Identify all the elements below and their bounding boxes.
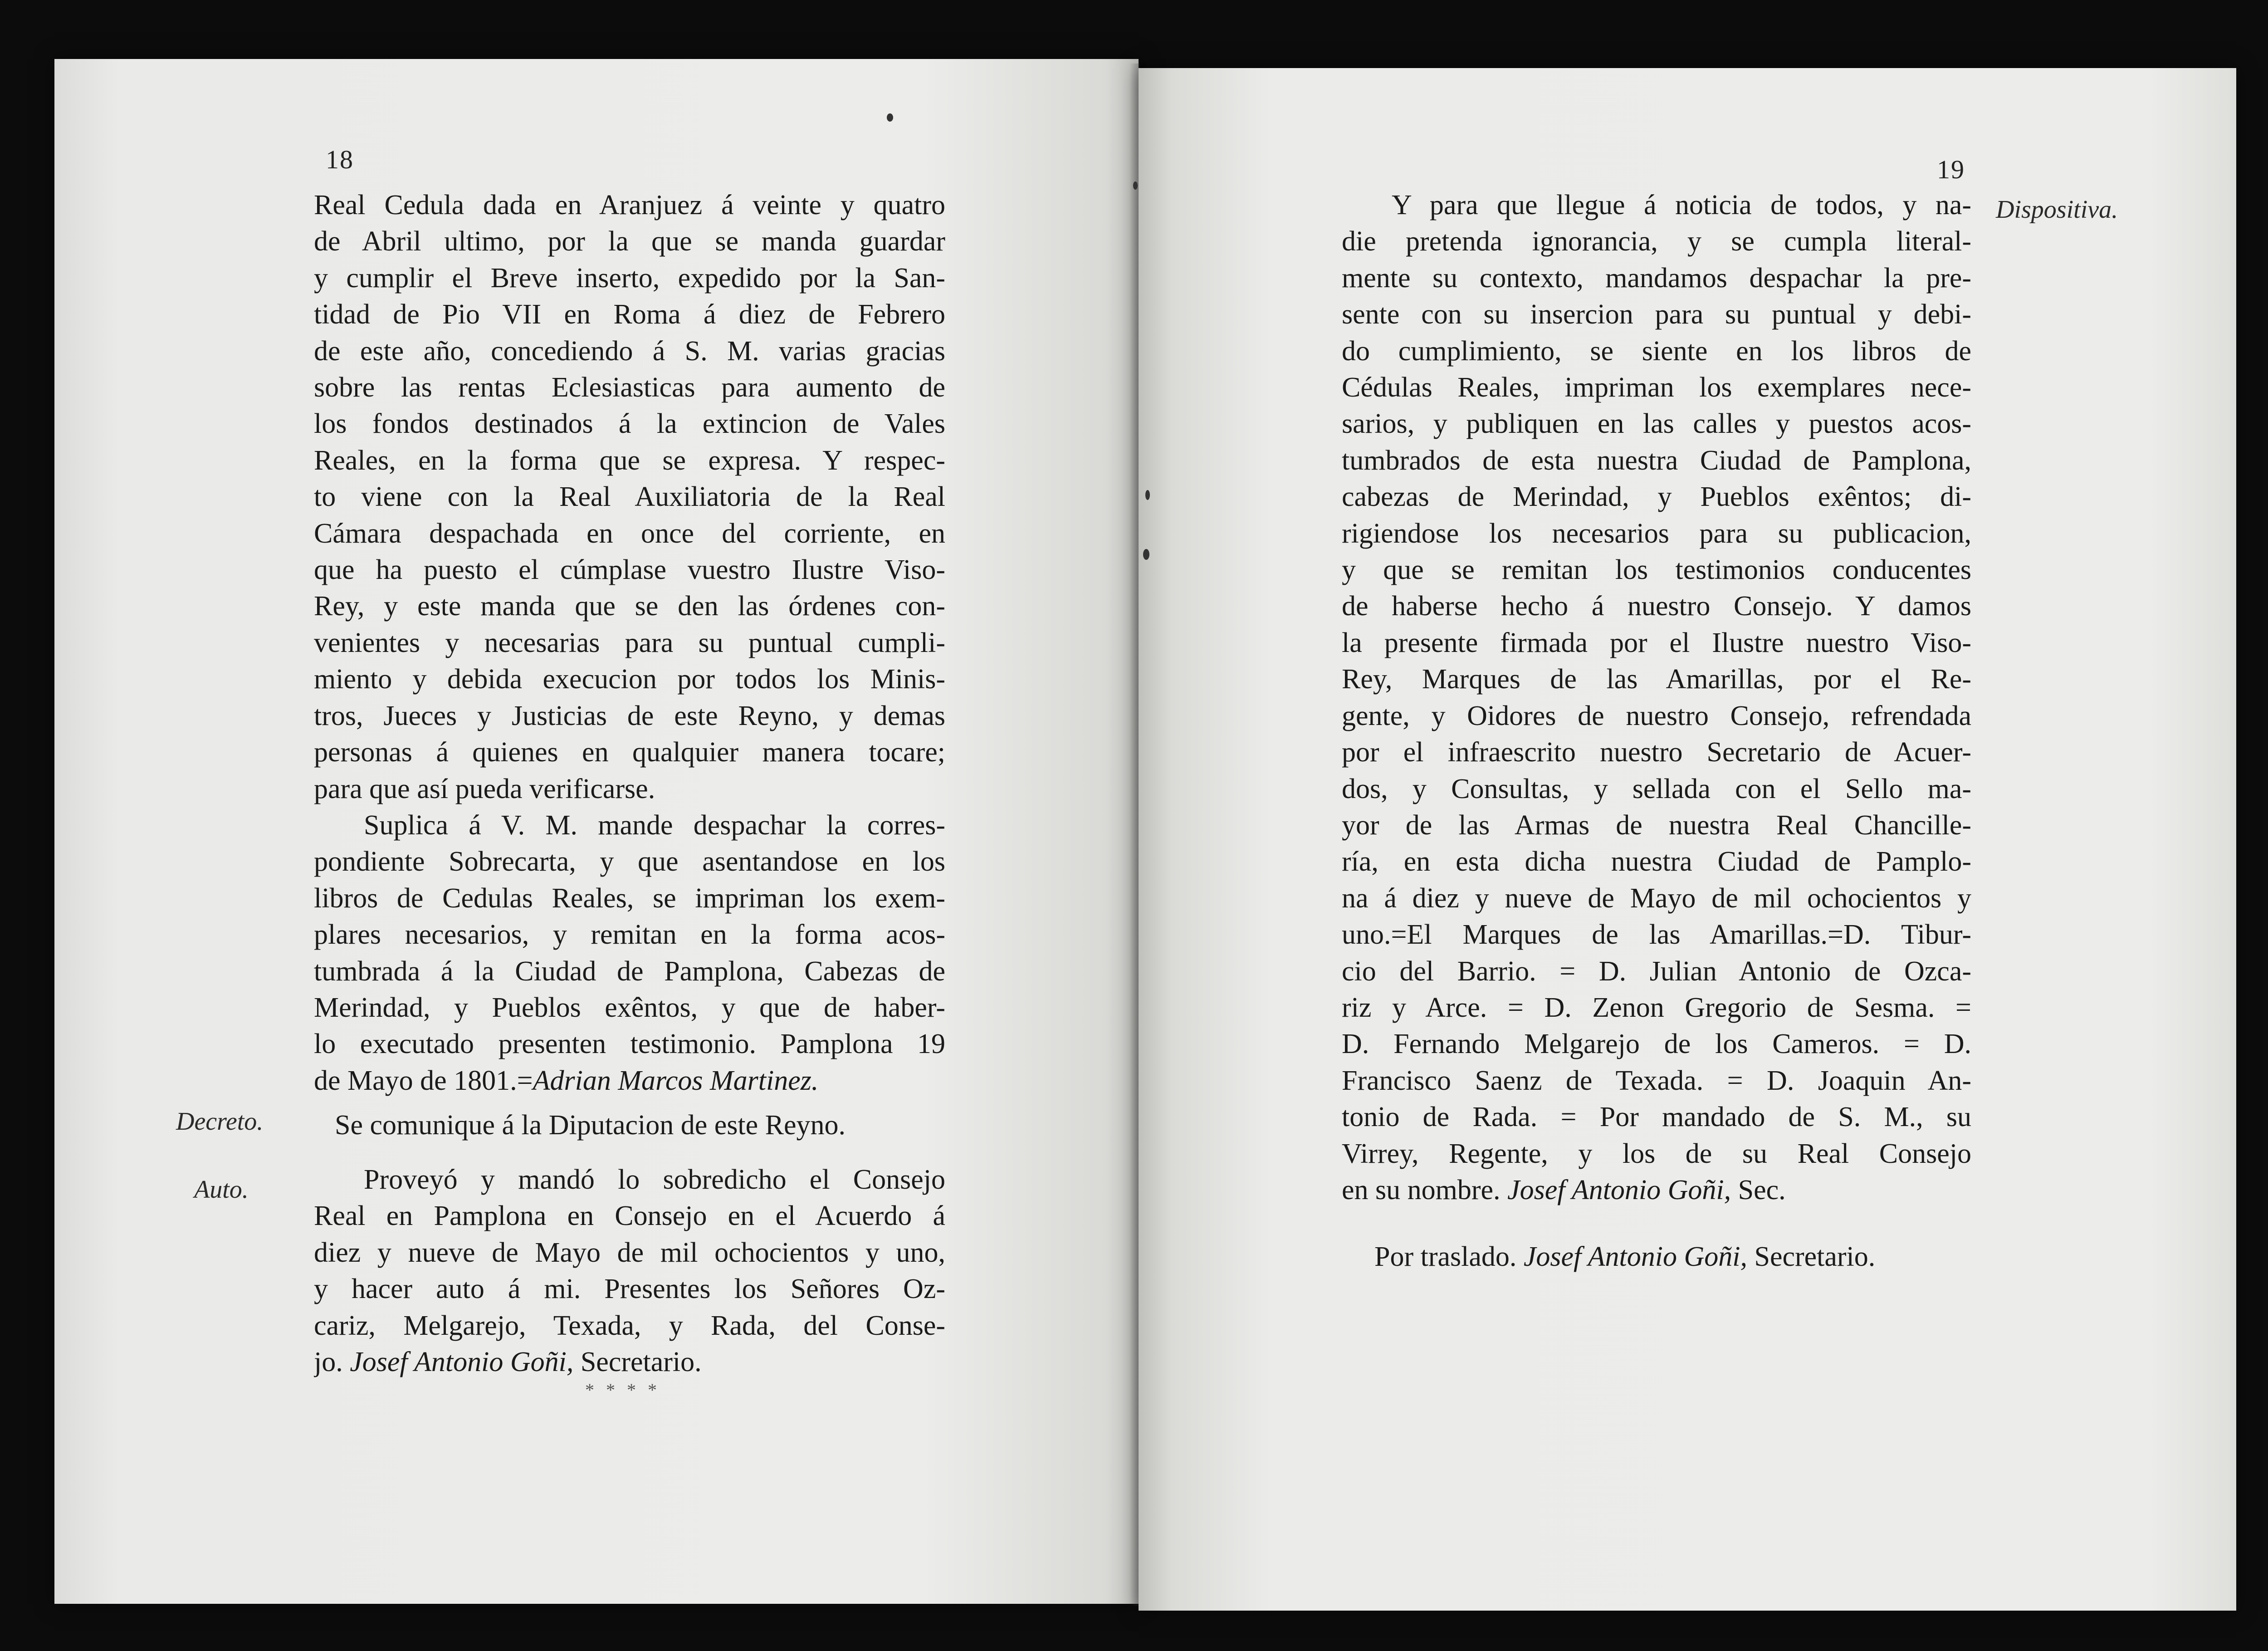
text-line: sobre las rentas Eclesiasticas para aumento de [314, 372, 945, 403]
left-body-text [314, 187, 945, 1099]
text-line: dos, y Consultas, y sellada con el Sello ma- [1342, 773, 1971, 804]
margin-label-dispositiva: Dispositiva. [1996, 196, 2118, 224]
text-line: y cumplir el Breve inserto, expedido por la San- [314, 262, 945, 294]
text-line: que ha puesto el cúmplase vuestro Ilustre Viso- [314, 554, 945, 586]
text-line: los fondos destinados á la extincion de Vales [314, 408, 945, 440]
page-number-left: 18 [326, 145, 354, 174]
signature-josef-antonio-goni: Josef Antonio Goñi, [350, 1347, 574, 1378]
text-line: cabezas de Merindad, y Pueblos exêntos; di- [1342, 481, 1971, 513]
traslado-line: Por traslado. Josef Antonio Goñi, Secretario. [1374, 1241, 1876, 1272]
right-final-line: en su nombre. Josef Antonio Goñi, Sec. [1342, 1174, 1786, 1205]
text-line: la presente firmada por el Ilustre nuestro Viso- [1342, 627, 1971, 658]
text-line: venientes y necesarias para su puntual cumpli- [314, 627, 945, 658]
text-line: tidad de Pio VII en Roma á diez de Febrero [314, 299, 945, 330]
text-line: na á diez y nueve de Mayo de mil ochocientos y [1342, 882, 1971, 914]
text-line: personas á quienes en qualquier manera tocare; [314, 737, 945, 768]
margin-label-decreto: Decreto. [176, 1107, 264, 1136]
text-line: de este año, concediendo á S. M. varias gracias [314, 335, 945, 367]
text-line: pondiente Sobrecarta, y que asentandose en los [314, 846, 945, 877]
left-paragraph-2-final-line: de Mayo de 1801.=Adrian Marcos Martinez. [314, 1065, 819, 1096]
text-line: gente, y Oidores de nuestro Consejo, refrendada [1342, 700, 1971, 731]
text-line: Y para que llegue á noticia de todos, y na- [1392, 190, 1971, 220]
left-paragraph-2 [314, 807, 945, 1063]
signature-adrian-marcos-martinez: Adrian Marcos Martinez. [533, 1065, 819, 1096]
text-line: Real Cedula dada en Aranjuez á veinte y quatro [314, 190, 945, 220]
text-line: rigiendose los necesarios para su publicacion, [1342, 518, 1971, 549]
text-line: Francisco Saenz de Texada. = D. Joaquin An- [1342, 1065, 1971, 1096]
text-line: cio del Barrio. = D. Julian Antonio de Ozca- [1342, 955, 1971, 987]
text-line: de haberse hecho á nuestro Consejo. Y damos [1342, 591, 1971, 622]
text-line: do cumplimiento, se siente en los libros de [1342, 335, 1971, 367]
text-line: miento y debida execucion por todos los Minis- [314, 664, 945, 695]
text-line: y que se remitan los testimonios conducentes [1342, 554, 1971, 586]
text-line: Proveyó y mandó lo sobredicho el Consejo [364, 1164, 945, 1195]
text-line: lo executado presenten testimonio. Pamplona 19 [314, 1029, 945, 1060]
text-line: Suplica á V. M. mande despachar la corres- [364, 809, 945, 841]
text-line: sarios, y publiquen en las calles y puestos acos- [1342, 408, 1971, 440]
text-line: Real en Pamplona en Consejo en el Acuerdo á [314, 1200, 945, 1232]
text-line: tonio de Rada. = Por mandado de S. M., su [1342, 1102, 1971, 1133]
signature-josef-antonio-goni-sec: Josef Antonio Goñi, [1507, 1174, 1731, 1205]
text-line: Rey, y este manda que se den las órdenes con- [314, 591, 945, 622]
text-line: libros de Cedulas Reales, se impriman los exem- [314, 882, 945, 914]
text-line: para que así pueda verificarse. [314, 773, 655, 804]
text-line: riz y Arce. = D. Zenon Gregorio de Sesma. = [1342, 992, 1971, 1023]
text-line: tumbrados de esta nuestra Ciudad de Pamplona, [1342, 445, 1971, 476]
text-line: tros, Jueces y Justicias de este Reyno, y demas [314, 700, 945, 731]
signature-traslado: Josef Antonio Goñi, [1523, 1241, 1747, 1272]
text-line: Virrey, Regente, y los de su Real Consejo [1342, 1138, 1971, 1169]
text-line: Cédulas Reales, impriman los exemplares nece- [1342, 372, 1971, 403]
text-line: Reales, en la forma que se expresa. Y respec- [314, 445, 945, 476]
text-line: por el infraescrito nuestro Secretario de Acuer- [1342, 737, 1971, 768]
text-line: Merindad, y Pueblos exêntos, y que de haber- [314, 992, 945, 1023]
text-line: plares necesarios, y remitan en la forma acos- [314, 919, 945, 950]
text-line: Rey, Marques de las Amarillas, por el Re- [1342, 664, 1971, 695]
text-line: Cámara despachada en once del corriente, en [314, 518, 945, 549]
text-line: die pretenda ignorancia, y se cumpla literal- [1342, 226, 1971, 257]
left-paragraph-1 [314, 187, 945, 807]
text-line: to viene con la Real Auxiliatoria de la Real [314, 481, 945, 513]
decreto-text: Se comunique á la Diputacion de este Reyno. [335, 1110, 846, 1141]
text-line: ría, en esta dicha nuestra Ciudad de Pamplo- [1342, 846, 1971, 877]
page-number-right: 19 [1937, 155, 1965, 184]
text-line: y hacer auto á mi. Presentes los Señores Oz- [314, 1274, 945, 1305]
text-line: D. Fernando Melgarejo de los Cameros. = D. [1342, 1029, 1971, 1060]
right-body-text [1342, 187, 1971, 1208]
text-line: de Abril ultimo, por la que se manda guardar [314, 226, 945, 257]
text-line: yor de las Armas de nuestra Real Chancille- [1342, 809, 1971, 841]
text-line: mente su contexto, mandamos despachar la pre- [1342, 262, 1971, 294]
right-paragraph [1342, 187, 1971, 1172]
auto-final-line: jo. Josef Antonio Goñi, Secretario. [314, 1347, 702, 1378]
auto-paragraph [314, 1161, 945, 1380]
auto-lines [314, 1161, 945, 1344]
text-line: uno.=El Marques de las Amarillas.=D. Tibur- [1342, 919, 1971, 950]
margin-label-auto: Auto. [194, 1176, 249, 1204]
ornament-stars: * * * * [585, 1380, 660, 1400]
text-line: diez y nueve de Mayo de mil ochocientos y uno, [314, 1237, 945, 1268]
text-line: sente con su insercion para su puntual y debi- [1342, 299, 1971, 330]
text-line: tumbrada á la Ciudad de Pamplona, Cabezas de [314, 955, 945, 987]
text-line: cariz, Melgarejo, Texada, y Rada, del Conse- [314, 1310, 945, 1341]
